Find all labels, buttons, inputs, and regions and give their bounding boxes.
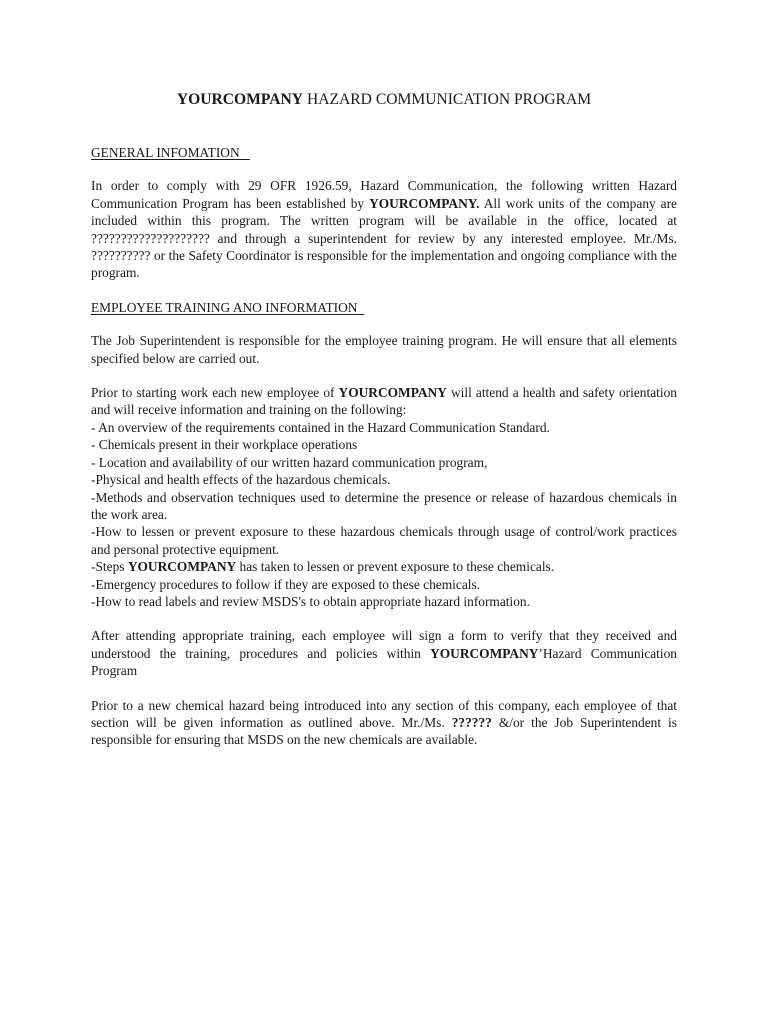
training-verification-paragraph: After attending appropriate training, each employee will sign a form to verify that they received and understood the training, procedures and policies within YOURCOMPANY’Hazard Communication Program (91, 628, 678, 679)
placeholder-name: ?????? (451, 714, 492, 730)
list-item: -How to read labels and review MSDS's to obtain appropriate hazard information. (91, 593, 530, 609)
company-name: YOURCOMPANY (430, 645, 539, 661)
list-item: - An overview of the requirements contained in the Hazard Communication Standard. (91, 419, 550, 435)
document-page (91, 90, 677, 766)
list-item: -Steps YOURCOMPANY has taken to lessen or prevent exposure to these chemicals. (91, 559, 555, 575)
section-heading-general-information: GENERAL INFOMATION (91, 145, 250, 160)
list-item: -How to lessen or prevent exposure to these hazardous chemicals through usage of control/work practices and personal protective equipment. (91, 524, 677, 557)
company-name: YOURCOMPANY (127, 559, 237, 575)
list-item: - Chemicals present in their workplace operations (91, 437, 358, 453)
general-information-paragraph: In order to comply with 29 OFR 1926.59, Hazard Communication, the following written Hazard Communication Program has been established by YOURCOMPANY. All work units of the company are included within this program. The written program will be available in the office, located at ???????????????????? and through a superintendent for review by any interested employee. Mr./Ms. ?????????? or the Safety Coordinator is responsible for the implementation and ongoing compliance with the program. (91, 178, 677, 281)
new-chemical-paragraph: Prior to a new chemical hazard being introduced into any section of this company, each employee of that section will be given information as outlined above. Mr./Ms. ?????? &/or the Job Superintendent is responsible for ensuring that MSDS on the new chemicals are available. (91, 697, 677, 748)
document-title (91, 90, 677, 110)
company-name: YOURCOMPANY (338, 385, 447, 401)
list-item: - Location and availability of our written hazard communication program, (91, 454, 488, 470)
training-topics-list (91, 384, 677, 610)
list-item: -Emergency procedures to follow if they are exposed to these chemicals. (91, 576, 481, 592)
training-paragraph: The Job Superintendent is responsible for the employee training program. He will ensure that all elements specified below are carried out. (91, 333, 677, 366)
company-name: YOURCOMPANY. (369, 195, 480, 211)
section-heading-employee-training: EMPLOYEE TRAINING ANO INFORMATION (91, 299, 365, 315)
title-rest: HAZARD COMMUNICATION PROGRAM (303, 91, 592, 108)
training-list-intro: Prior to starting work each new employee of YOURCOMPANY will attend a health and safety orientation and will receive information and training on the following: (91, 385, 677, 418)
list-item: -Methods and observation techniques used to determine the presence or release of hazardous chemicals in the work area. (91, 489, 677, 522)
list-item: -Physical and health effects of the hazardous chemicals. (91, 472, 391, 488)
title-company: YOURCOMPANY (176, 91, 304, 108)
